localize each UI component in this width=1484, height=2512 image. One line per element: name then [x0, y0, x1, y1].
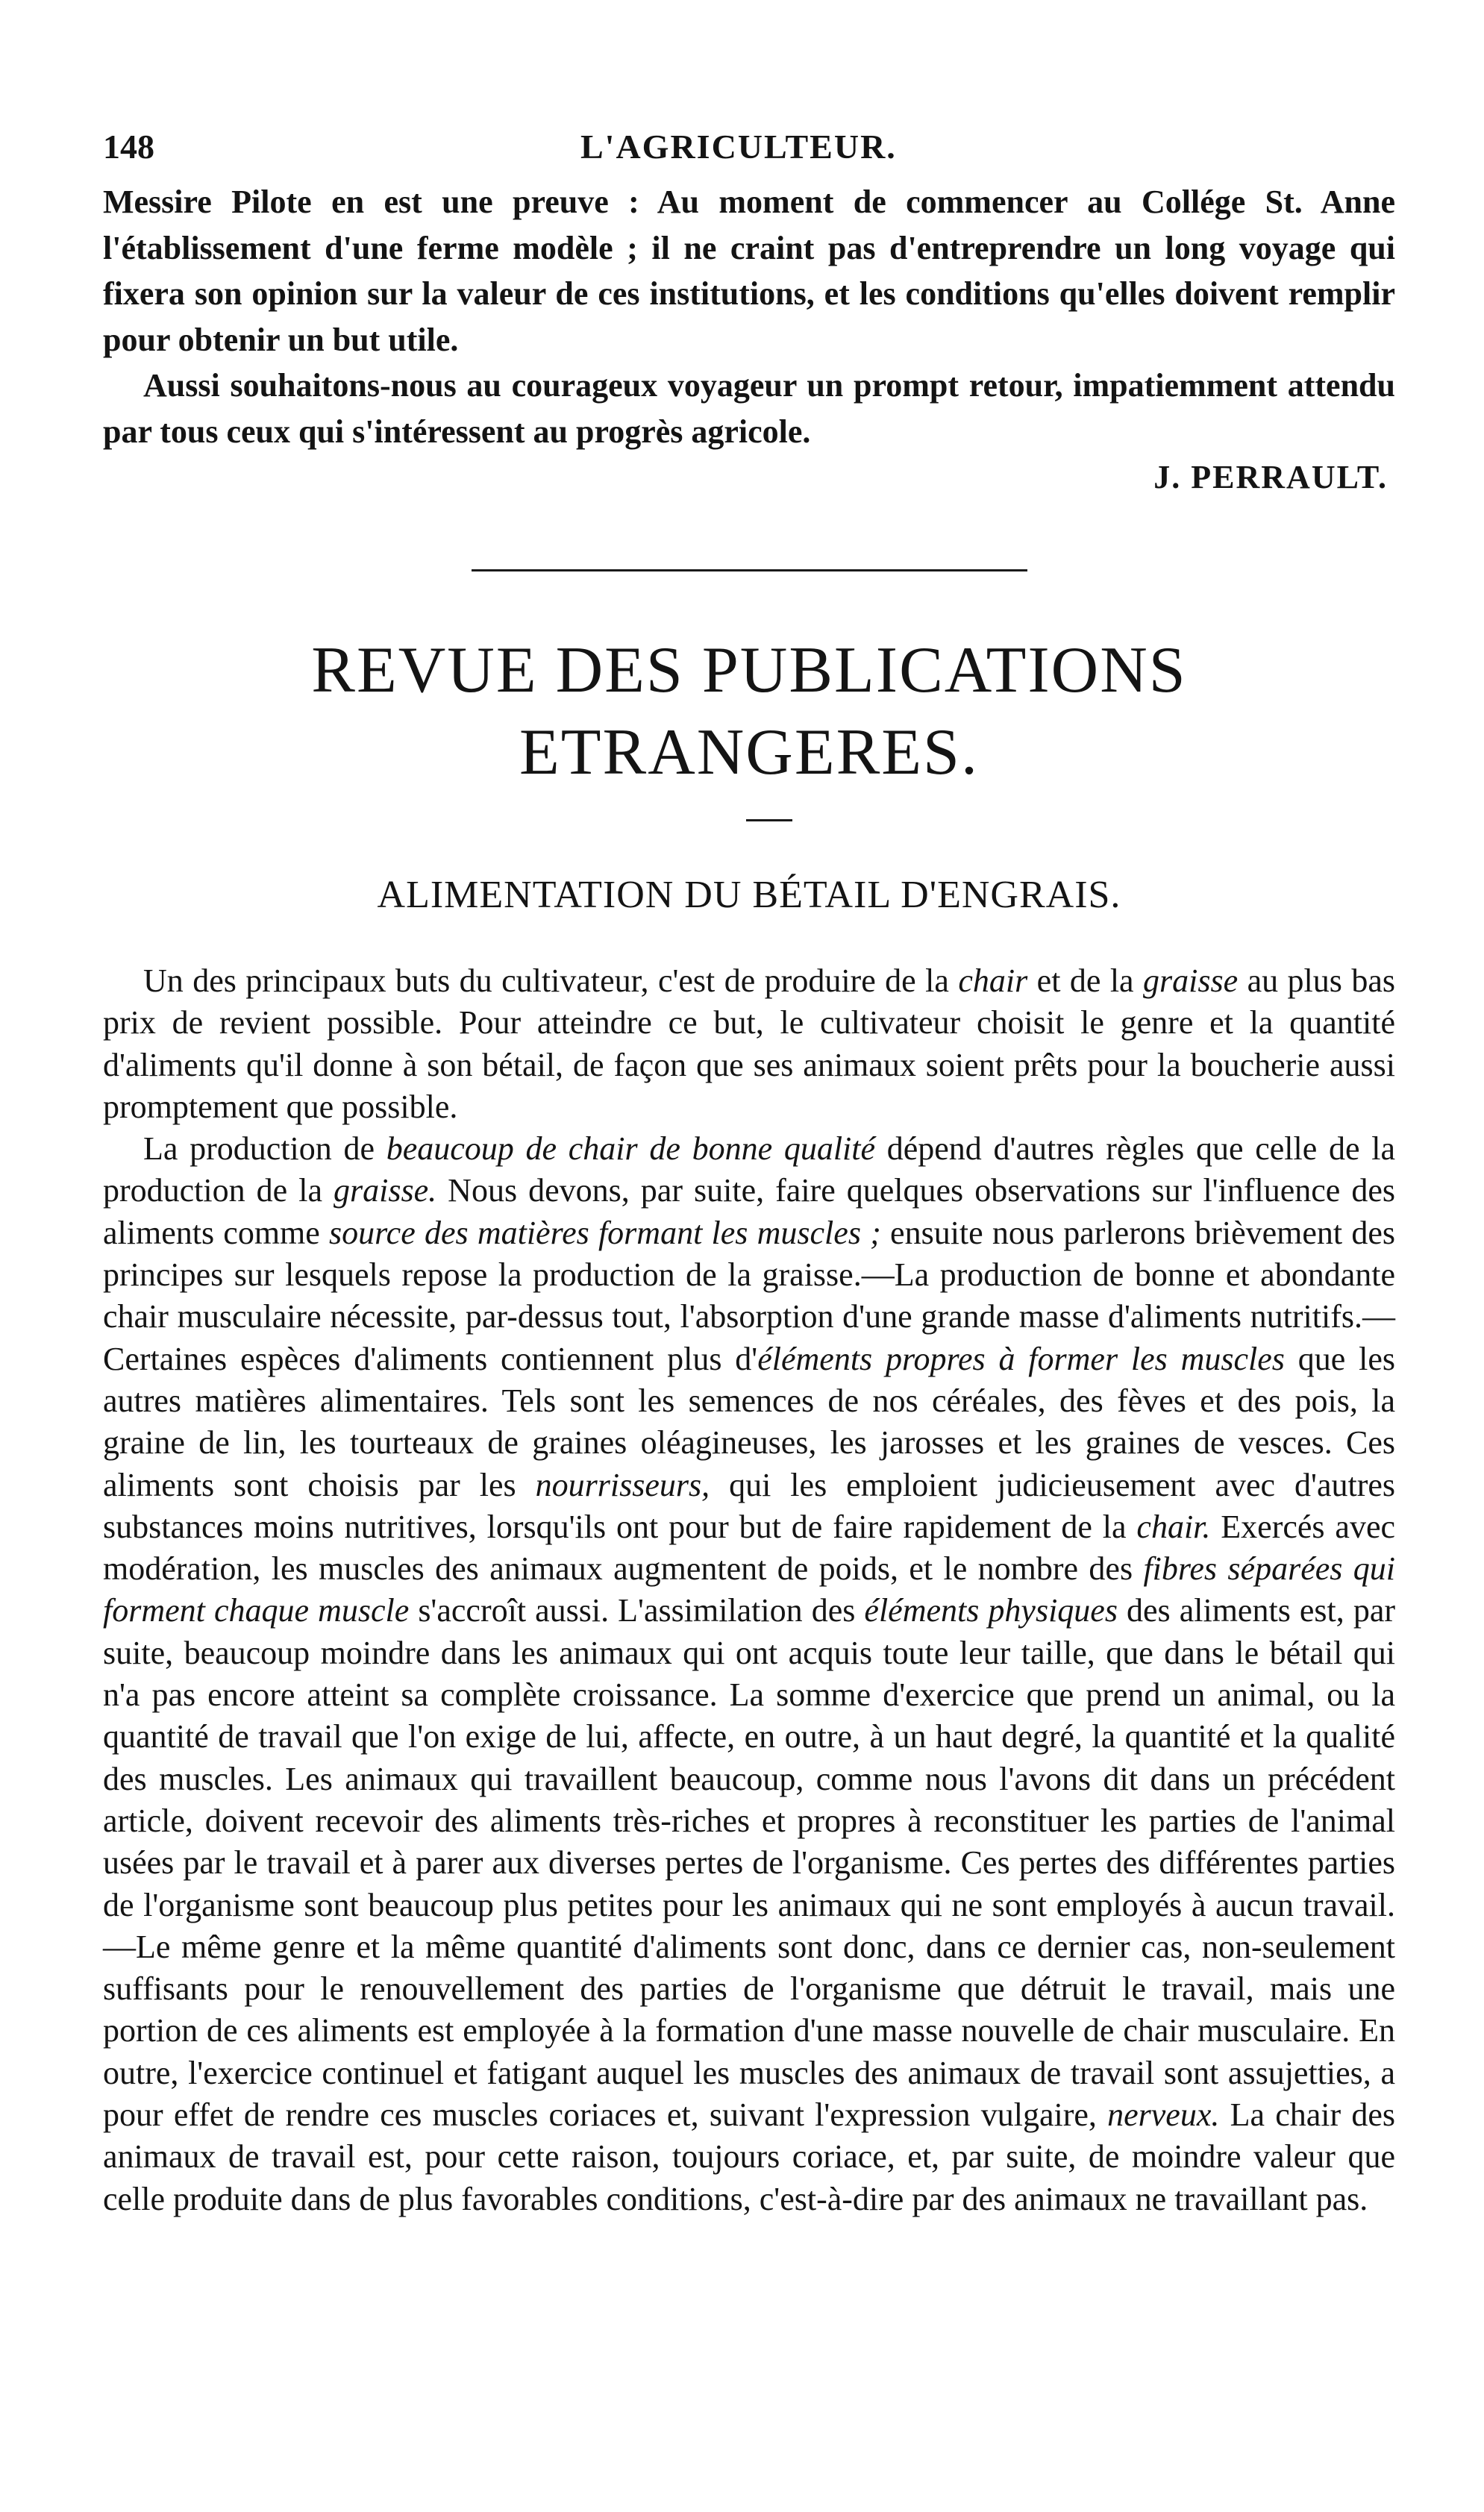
- italic-run: chair: [958, 962, 1028, 999]
- text-run: Un des principaux buts du cultivateur, c'est de produire de la: [143, 962, 959, 999]
- intro-paragraph-1: Messire Pilote en est une preuve : Au moment de commencer au Collége St. Anne l'établissement d'une ferme modèle ; il ne craint pas d'entreprendre un long voyage qui fixera son opinion sur la valeur de ces institutions, et les conditions qu'elles doivent remplir pour obtenir un but utile.: [103, 184, 1395, 358]
- italic-run: graisse: [1143, 962, 1239, 999]
- text-run: qui les emploient judicieusement avec d'autres substances moins nutritives, lorsqu'ils ont pour but de faire rapidement de la: [103, 1466, 1396, 1545]
- article-body: [103, 960, 1395, 2220]
- running-head: [103, 127, 1395, 179]
- text-run: des aliments est, par suite, beaucoup moindre dans les animaux qui ont acquis toute leur taille, que dans le bétail qui n'a pas encore atteint sa complète croissance. La somme d'exercice que prend un animal, ou la quantité de travail que l'on exige de lui, affecte, en outre, à un haut degré, la quantité et la qualité des muscles. Les animaux qui travaillent beaucoup, comme nous l'avons dit dans un précédent article, doivent recevoir des aliments très-riches et propres à reconstituer les parties de l'animal usées par le travail et à parer aux diverses pertes de l'organisme. Ces pertes des différentes parties de l'organisme sont beaucoup plus petites pour les animaux qui ne sont employés à aucun travail.—Le même genre et la même quantité d'aliments sont donc, dans ce dernier cas, non-seulement suffisants pour le renouvellement des parties de l'organisme que détruit le travail, mais une portion de ces aliments est employée à la formation d'une masse nouvelle de chair musculaire. En outre, l'exercice continuel et fatigant auquel les muscles des animaux de travail sont assujetties, a pour effet de rendre ces muscles coriaces et, suivant l'expression vulgaire,: [103, 1592, 1395, 2134]
- italic-run: nourrisseurs,: [535, 1466, 710, 1503]
- section-title: REVUE DES PUBLICATIONS ETRANGERES.: [311, 634, 1187, 789]
- intro-paragraph-2: Aussi souhaitons-nous au courageux voyageur un prompt retour, impatiemment attendu par tous ceux qui s'intéressent au progrès agricole.: [103, 367, 1395, 450]
- title-dash: [746, 819, 792, 821]
- article-paragraph-1: [103, 960, 1395, 1128]
- article-title: ALIMENTATION DU BÉTAIL D'ENGRAIS.: [377, 874, 1121, 916]
- text-run: s'accroît aussi. L'assimilation des: [409, 1592, 865, 1629]
- page: [103, 127, 1395, 2220]
- journal-title: L'AGRICULTEUR.: [580, 128, 897, 166]
- italic-run: éléments propres à former les muscles: [757, 1340, 1285, 1377]
- page-number: 148: [103, 128, 154, 166]
- italic-run: source des matières formant les muscles ;: [329, 1214, 881, 1251]
- text-run: que les autres matières alimentaires. Tels sont les semences de nos céréales, des fèves et des pois, la graine de lin, les tourteaux de graines oléagineuses, les jarosses et les graines de vesces. Ces aliments sont choisis par les: [103, 1340, 1395, 1503]
- italic-run: beaucoup de chair de bonne qualité: [386, 1130, 876, 1168]
- text-run: dépend d'autres règles que celle de la production de la: [103, 1130, 1395, 1209]
- text-run: ensuite nous parlerons brièvement des principes sur lesquels repose la production de la graisse.—La production de bonne et abondante chair musculaire nécessite, par-dessus tout, l'absorption d'une grande masse d'aliments nutritifs.—Certaines espèces d'aliments contiennent plus d': [103, 1214, 1396, 1377]
- section-divider: [472, 569, 1027, 571]
- text-run: Nous devons, par suite, faire quelques observations sur l'influence des aliments comme: [103, 1172, 1395, 1251]
- italic-run: éléments physiques: [864, 1592, 1118, 1629]
- article-paragraph-2: [103, 1128, 1395, 2220]
- italic-run: chair.: [1136, 1508, 1211, 1545]
- italic-run: nerveux.: [1107, 2096, 1220, 2134]
- text-run: La production de: [143, 1130, 386, 1168]
- italic-run: fibres séparées qui forment chaque muscle: [103, 1550, 1395, 1629]
- text-run: et de la: [1027, 962, 1144, 999]
- text-run: au plus bas prix de revient possible. Pour atteindre ce but, le cultivateur choisit le genre et la quantité d'aliments qu'il donne à son bétail, de façon que ses animaux soient prêts pour la boucherie aussi promptement que possible.: [103, 962, 1395, 1125]
- author-signature: J. PERRAULT.: [1153, 459, 1388, 495]
- italic-run: graisse.: [334, 1172, 437, 1209]
- text-run: Exercés avec modération, les muscles des animaux augmentent de poids, et le nombre des: [103, 1508, 1396, 1588]
- text-run: La chair des animaux de travail est, pour cette raison, toujours coriace, et, par suite, de moindre valeur que celle produite dans de plus favorables conditions, c'est-à-dire par des animaux ne travaillant pas.: [103, 2096, 1395, 2217]
